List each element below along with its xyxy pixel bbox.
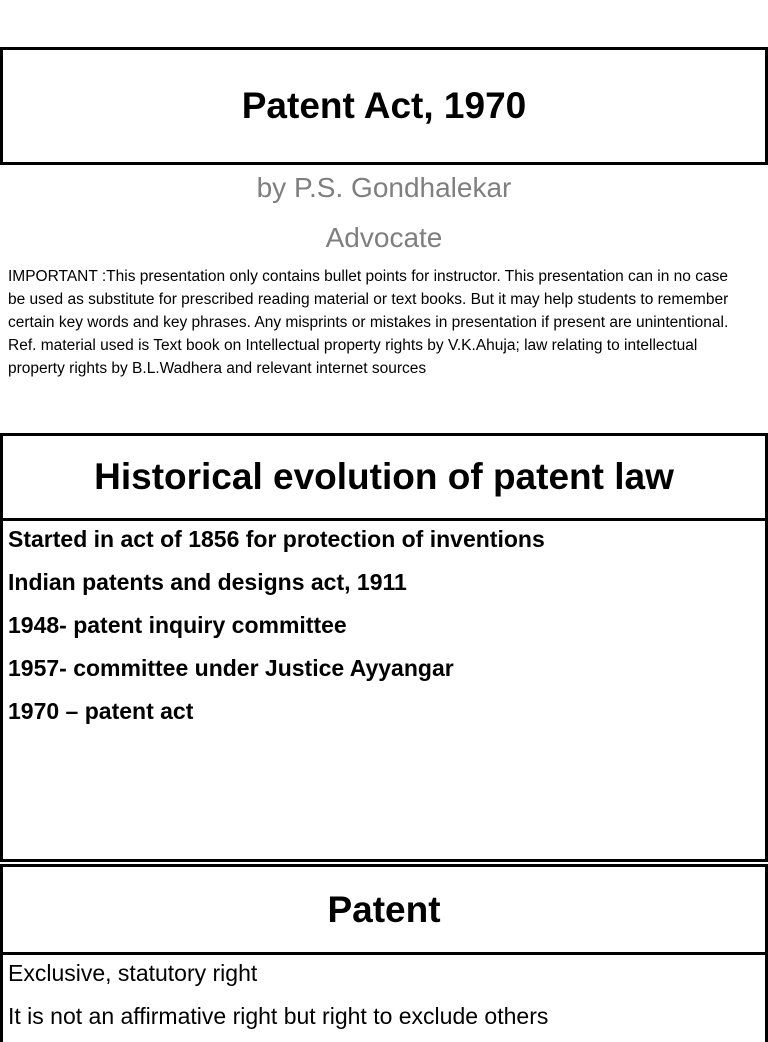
list-item: Started in act of 1856 for protection of inventions <box>8 526 545 552</box>
list-item: Indian patents and designs act, 1911 <box>8 569 407 595</box>
slide-3-title <box>0 864 768 955</box>
important-notice-text: IMPORTANT :This presentation only contains bullet points for instructor. This presentation can in no case be used as substitute for prescribed reading material or text books. But it may help students to remember certain key words and key phrases. Any misprints or mistakes in presentation if present are unintentional. <box>8 268 729 331</box>
history-list <box>3 518 765 733</box>
slide-1-title <box>0 47 768 165</box>
patent-definition-list <box>3 952 765 1038</box>
list-item: It is not an affirmative right but right to exclude others <box>8 1003 549 1029</box>
author-byline: by P.S. Gondhalekar <box>256 172 512 203</box>
slide-1-title-text: Patent Act, 1970 <box>241 85 527 126</box>
slide-2-title-text: Historical evolution of patent law <box>94 456 674 497</box>
list-item: 1948- patent inquiry committee <box>8 612 347 638</box>
author-role: Advocate <box>325 222 443 253</box>
list-item: Exclusive, statutory right <box>8 960 258 986</box>
list-item: 1970 – patent act <box>8 698 194 724</box>
disclaimer-notice <box>8 265 738 380</box>
slide-2-content <box>0 518 768 862</box>
slide-3-content <box>0 952 768 1042</box>
reference-notice-text: Ref. material used is Text book on Intellectual property rights by V.K.Ahuja; law relating to intellectual property rights by B.L.Wadhera and relevant internet sources <box>8 337 698 377</box>
slide-3-title-text: Patent <box>327 888 441 930</box>
list-item: 1957- committee under Justice Ayyangar <box>8 655 454 681</box>
slide-2-title <box>0 433 768 521</box>
